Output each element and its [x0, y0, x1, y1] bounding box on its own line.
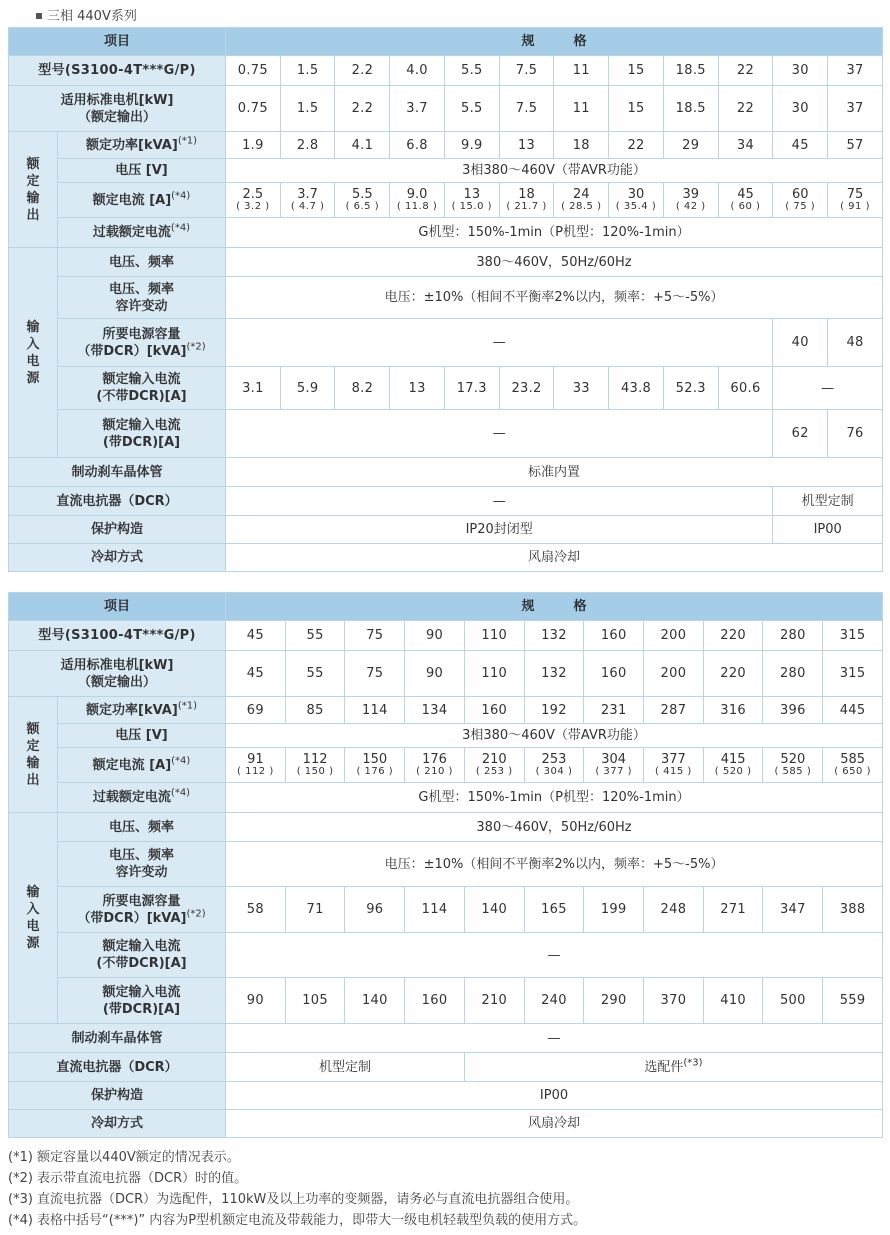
motor-cell: 15 [609, 86, 664, 132]
brake-row [9, 1024, 883, 1053]
power-cell: 2.8 [280, 132, 335, 159]
current-cell: 5.5 ( 6.5 ) [335, 183, 390, 218]
current-cell: 210 ( 253 ) [464, 748, 524, 783]
current-cell: 150 ( 176 ) [345, 748, 405, 783]
current-cell: 2.5 ( 3.2 ) [226, 183, 281, 218]
motor-cell: 37 [828, 86, 883, 132]
model-cell: 5.5 [444, 56, 499, 86]
power-cell: 231 [584, 697, 644, 724]
capacity-cell: 165 [524, 887, 584, 933]
motor-cell: 18.5 [663, 86, 718, 132]
current-cell: 18 ( 21.7 ) [499, 183, 554, 218]
dcr-label: 直流电抗器（DCR） [9, 1053, 226, 1082]
input-current-dcr-cell: 210 [464, 978, 524, 1024]
cooling-label: 冷却方式 [9, 1110, 226, 1138]
dcr-custom: 机型定制 [773, 487, 883, 516]
cooling-row [9, 1110, 883, 1138]
model-cell: 15 [609, 56, 664, 86]
overload-label: 过载额定电流$^{(*4)}$ [58, 783, 226, 813]
current-cell: 24 ( 28.5 ) [554, 183, 609, 218]
model-cell: 110 [464, 621, 524, 651]
capacity-cell: 58 [226, 887, 286, 933]
overload-row [9, 783, 883, 813]
input-current-no-dcr-label: 额定输入电流 (不带DCR)[A] [58, 933, 226, 978]
capacity-label: 所要电源容量 （带DCR）[kVA]$^{(*2)}$ [58, 319, 226, 367]
motor-cell: 75 [345, 651, 405, 697]
capacity-cell: 71 [285, 887, 345, 933]
motor-cell: 55 [285, 651, 345, 697]
input-current-dcr-cell: 160 [405, 978, 465, 1024]
power-cell: 57 [828, 132, 883, 159]
input-current-dcr-row [9, 410, 883, 458]
model-cell: 37 [828, 56, 883, 86]
footnote: (*1) 额定容量以440V额定的情况表示。 [8, 1150, 240, 1165]
spec-table-1 [8, 27, 883, 572]
current-cell: 91 ( 112 ) [226, 748, 286, 783]
current-cell: 75 ( 91 ) [828, 183, 883, 218]
model-cell: 22 [718, 56, 773, 86]
vf-label: 电压、频率 [58, 813, 226, 842]
power-cell: 316 [703, 697, 763, 724]
power-cell: 29 [663, 132, 718, 159]
power-cell: 287 [644, 697, 704, 724]
power-cell: 22 [609, 132, 664, 159]
model-label: 型号(S3100-4T***G/P) [9, 56, 226, 86]
vf-label: 电压、频率 [58, 248, 226, 277]
input-current-cell: 3.1 [226, 367, 281, 410]
power-cell: 34 [718, 132, 773, 159]
capacity-cell: 347 [763, 887, 823, 933]
spec-table-2 [8, 592, 883, 1138]
capacity-cell: 48 [828, 319, 883, 367]
current-cell: 304 ( 377 ) [584, 748, 644, 783]
power-cell: 396 [763, 697, 823, 724]
power-cell: 69 [226, 697, 286, 724]
cooling-row [9, 544, 883, 572]
power-cell: 160 [464, 697, 524, 724]
input-power-group: 输 入 电 源 [9, 813, 58, 1024]
capacity-label: 所要电源容量 （带DCR）[kVA]$^{(*2)}$ [58, 887, 226, 933]
input-current-cell: 43.8 [609, 367, 664, 410]
protection-row [9, 1082, 883, 1110]
input-current-dcr-cell: 410 [703, 978, 763, 1024]
protection-label: 保护构造 [9, 516, 226, 544]
motor-cell: 30 [773, 86, 828, 132]
brake-label: 制动刹车晶体管 [9, 1024, 226, 1053]
protection-value-ip00: IP00 [773, 516, 883, 544]
model-cell: 1.5 [280, 56, 335, 86]
power-cell: 114 [345, 697, 405, 724]
current-cell: 39 ( 42 ) [663, 183, 718, 218]
motor-cell: 110 [464, 651, 524, 697]
input-current-dash: — [773, 367, 883, 410]
model-cell: 75 [345, 621, 405, 651]
cooling-value: 风扇冷却 [226, 1110, 883, 1138]
power-cell: 45 [773, 132, 828, 159]
voltage-label: 电压 [V] [58, 159, 226, 183]
protection-value: IP20封闭型 [226, 516, 773, 544]
capacity-cell: 199 [584, 887, 644, 933]
model-cell: 2.2 [335, 56, 390, 86]
motor-cell: 280 [763, 651, 823, 697]
footnote: (*2) 表示带直流电抗器（DCR）时的值。 [8, 1171, 248, 1186]
input-current-cell: 5.9 [280, 367, 335, 410]
input-current-cell: 52.3 [663, 367, 718, 410]
power-cell: 9.9 [444, 132, 499, 159]
vf-row [9, 248, 883, 277]
overload-value: G机型：150%-1min（P机型：120%-1min） [226, 218, 883, 248]
input-current-dcr-cell: 140 [345, 978, 405, 1024]
motor-cell: 45 [226, 651, 286, 697]
capacity-row [9, 319, 883, 367]
model-cell: 0.75 [226, 56, 281, 86]
voltage-row [9, 159, 883, 183]
input-current-cell: 23.2 [499, 367, 554, 410]
input-current-no-dcr-row [9, 367, 883, 410]
capacity-row [9, 887, 883, 933]
motor-cell: 7.5 [499, 86, 554, 132]
current-cell: 112 ( 150 ) [285, 748, 345, 783]
vf-tolerance-value: 电压：±10%（相间不平衡率2%以内，频率：+5～-5%） [226, 842, 883, 887]
capacity-dash: — [226, 319, 773, 367]
protection-row [9, 516, 883, 544]
capacity-cell: 40 [773, 319, 828, 367]
cooling-value: 风扇冷却 [226, 544, 883, 572]
motor-cell: 132 [524, 651, 584, 697]
header-row [9, 28, 883, 56]
dcr-dash: — [226, 487, 773, 516]
model-cell: 11 [554, 56, 609, 86]
motor-label: 适用标准电机[kW] （额定输出） [9, 86, 226, 132]
power-cell: 134 [405, 697, 465, 724]
vf-row [9, 813, 883, 842]
rated-output-group: 额 定 输 出 [9, 697, 58, 813]
model-row [9, 621, 883, 651]
model-label: 型号(S3100-4T***G/P) [9, 621, 226, 651]
input-current-dcr-cell: 370 [644, 978, 704, 1024]
dcr-option: 选配件$^{(*3)}$ [464, 1053, 882, 1082]
motor-cell: 90 [405, 651, 465, 697]
input-current-dcr-cell: 290 [584, 978, 644, 1024]
motor-cell: 3.7 [390, 86, 445, 132]
model-cell: 220 [703, 621, 763, 651]
footnotes [8, 1147, 586, 1231]
current-cell: 585 ( 650 ) [823, 748, 883, 783]
capacity-cell: 388 [823, 887, 883, 933]
power-cell: 4.1 [335, 132, 390, 159]
spec-header: 规 格 [226, 593, 883, 621]
capacity-cell: 96 [345, 887, 405, 933]
brake-row [9, 458, 883, 487]
overload-value: G机型：150%-1min（P机型：120%-1min） [226, 783, 883, 813]
input-current-dcr-cell: 90 [226, 978, 286, 1024]
motor-cell: 220 [703, 651, 763, 697]
vf-tolerance-row [9, 842, 883, 887]
footnote: (*4) 表格中括号“(***)” 内容为P型机额定电流及带载能力，即带大一级电机轻载型负载的使用方式。 [8, 1213, 587, 1228]
rated-power-row [9, 697, 883, 724]
brake-value: — [226, 1024, 883, 1053]
input-current-dcr-cell: 500 [763, 978, 823, 1024]
model-cell: 280 [763, 621, 823, 651]
input-current-dcr-cell: 240 [524, 978, 584, 1024]
motor-label: 适用标准电机[kW] （额定输出） [9, 651, 226, 697]
motor-row [9, 651, 883, 697]
voltage-value: 3相380～460V（带AVR功能） [226, 724, 883, 748]
input-current-dcr-label: 额定输入电流 (带DCR)[A] [58, 410, 226, 458]
motor-cell: 0.75 [226, 86, 281, 132]
current-cell: 377 ( 415 ) [644, 748, 704, 783]
input-current-cell: 17.3 [444, 367, 499, 410]
model-cell: 132 [524, 621, 584, 651]
input-current-dcr-row [9, 978, 883, 1024]
vf-tolerance-label: 电压、频率 容许变动 [58, 842, 226, 887]
vf-tolerance-label: 电压、频率 容许变动 [58, 277, 226, 319]
model-cell: 55 [285, 621, 345, 651]
footnote: (*3) 直流电抗器（DCR）为选配件，110kW及以上功率的变频器，请务必与直流电抗器组合使用。 [8, 1192, 579, 1207]
input-current-dcr-cell: 559 [823, 978, 883, 1024]
current-cell: 253 ( 304 ) [524, 748, 584, 783]
current-cell: 60 ( 75 ) [773, 183, 828, 218]
dcr-custom: 机型定制 [226, 1053, 465, 1082]
input-current-dcr-dash: — [226, 410, 773, 458]
current-cell: 9.0 ( 11.8 ) [390, 183, 445, 218]
motor-cell: 5.5 [444, 86, 499, 132]
motor-cell: 22 [718, 86, 773, 132]
input-power-group: 输 入 电 源 [9, 248, 58, 458]
item-header: 项目 [9, 593, 226, 621]
dcr-row [9, 1053, 883, 1082]
input-current-no-dcr-row [9, 933, 883, 978]
item-header: 项目 [9, 28, 226, 56]
input-current-no-dcr-label: 额定输入电流 (不带DCR)[A] [58, 367, 226, 410]
rated-current-row [9, 183, 883, 218]
input-current-dcr-cell: 76 [828, 410, 883, 458]
motor-cell: 315 [823, 651, 883, 697]
vf-tolerance-row [9, 277, 883, 319]
dcr-label: 直流电抗器（DCR） [9, 487, 226, 516]
rated-power-label: 额定功率[kVA]$^{(*1)}$ [58, 697, 226, 724]
rated-current-label: 额定电流 $[A]^{(*4)}$ [58, 748, 226, 783]
input-current-cell: 8.2 [335, 367, 390, 410]
model-cell: 315 [823, 621, 883, 651]
capacity-cell: 114 [405, 887, 465, 933]
power-cell: 1.9 [226, 132, 281, 159]
capacity-cell: 248 [644, 887, 704, 933]
input-current-cell: 33 [554, 367, 609, 410]
motor-cell: 200 [644, 651, 704, 697]
brake-label: 制动刹车晶体管 [9, 458, 226, 487]
capacity-cell: 271 [703, 887, 763, 933]
cooling-label: 冷却方式 [9, 544, 226, 572]
current-cell: 520 ( 585 ) [763, 748, 823, 783]
model-cell: 18.5 [663, 56, 718, 86]
current-cell: 3.7 ( 4.7 ) [280, 183, 335, 218]
voltage-label: 电压 [V] [58, 724, 226, 748]
input-current-dcr-label: 额定输入电流 (带DCR)[A] [58, 978, 226, 1024]
brake-value: 标准内置 [226, 458, 883, 487]
capacity-cell: 140 [464, 887, 524, 933]
section-title: 三相 440V系列 [36, 5, 137, 24]
model-cell: 160 [584, 621, 644, 651]
input-current-cell: 13 [390, 367, 445, 410]
protection-label: 保护构造 [9, 1082, 226, 1110]
motor-cell: 1.5 [280, 86, 335, 132]
current-cell: 415 ( 520 ) [703, 748, 763, 783]
dcr-row [9, 487, 883, 516]
vf-tolerance-value: 电压：±10%（相间不平衡率2%以内，频率：+5～-5%） [226, 277, 883, 319]
input-current-cell: 60.6 [718, 367, 773, 410]
power-cell: 18 [554, 132, 609, 159]
rated-power-row [9, 132, 883, 159]
motor-cell: 2.2 [335, 86, 390, 132]
power-cell: 85 [285, 697, 345, 724]
motor-cell: 160 [584, 651, 644, 697]
spec-header: 规 格 [226, 28, 883, 56]
voltage-value: 3相380～460V（带AVR功能） [226, 159, 883, 183]
power-cell: 6.8 [390, 132, 445, 159]
input-current-dcr-cell: 62 [773, 410, 828, 458]
power-cell: 13 [499, 132, 554, 159]
bullet-square-icon [36, 13, 42, 19]
rated-current-row [9, 748, 883, 783]
model-cell: 30 [773, 56, 828, 86]
vf-value: 380～460V，50Hz/60Hz [226, 813, 883, 842]
current-cell: 13 ( 15.0 ) [444, 183, 499, 218]
rated-output-group: 额 定 输 出 [9, 132, 58, 248]
power-cell: 192 [524, 697, 584, 724]
model-cell: 90 [405, 621, 465, 651]
model-cell: 45 [226, 621, 286, 651]
header-row [9, 593, 883, 621]
rated-power-label: 额定功率[kVA]$^{(*1)}$ [58, 132, 226, 159]
current-cell: 176 ( 210 ) [405, 748, 465, 783]
model-cell: 200 [644, 621, 704, 651]
current-cell: 30 ( 35.4 ) [609, 183, 664, 218]
input-current-dcr-cell: 105 [285, 978, 345, 1024]
protection-value: IP00 [226, 1082, 883, 1110]
voltage-row [9, 724, 883, 748]
motor-row [9, 86, 883, 132]
model-cell: 4.0 [390, 56, 445, 86]
current-cell: 45 ( 60 ) [718, 183, 773, 218]
model-row [9, 56, 883, 86]
vf-value: 380～460V，50Hz/60Hz [226, 248, 883, 277]
overload-row [9, 218, 883, 248]
motor-cell: 11 [554, 86, 609, 132]
input-current-dash: — [226, 933, 883, 978]
power-cell: 445 [823, 697, 883, 724]
rated-current-label: 额定电流 $[A]^{(*4)}$ [58, 183, 226, 218]
overload-label: 过载额定电流$^{(*4)}$ [58, 218, 226, 248]
model-cell: 7.5 [499, 56, 554, 86]
